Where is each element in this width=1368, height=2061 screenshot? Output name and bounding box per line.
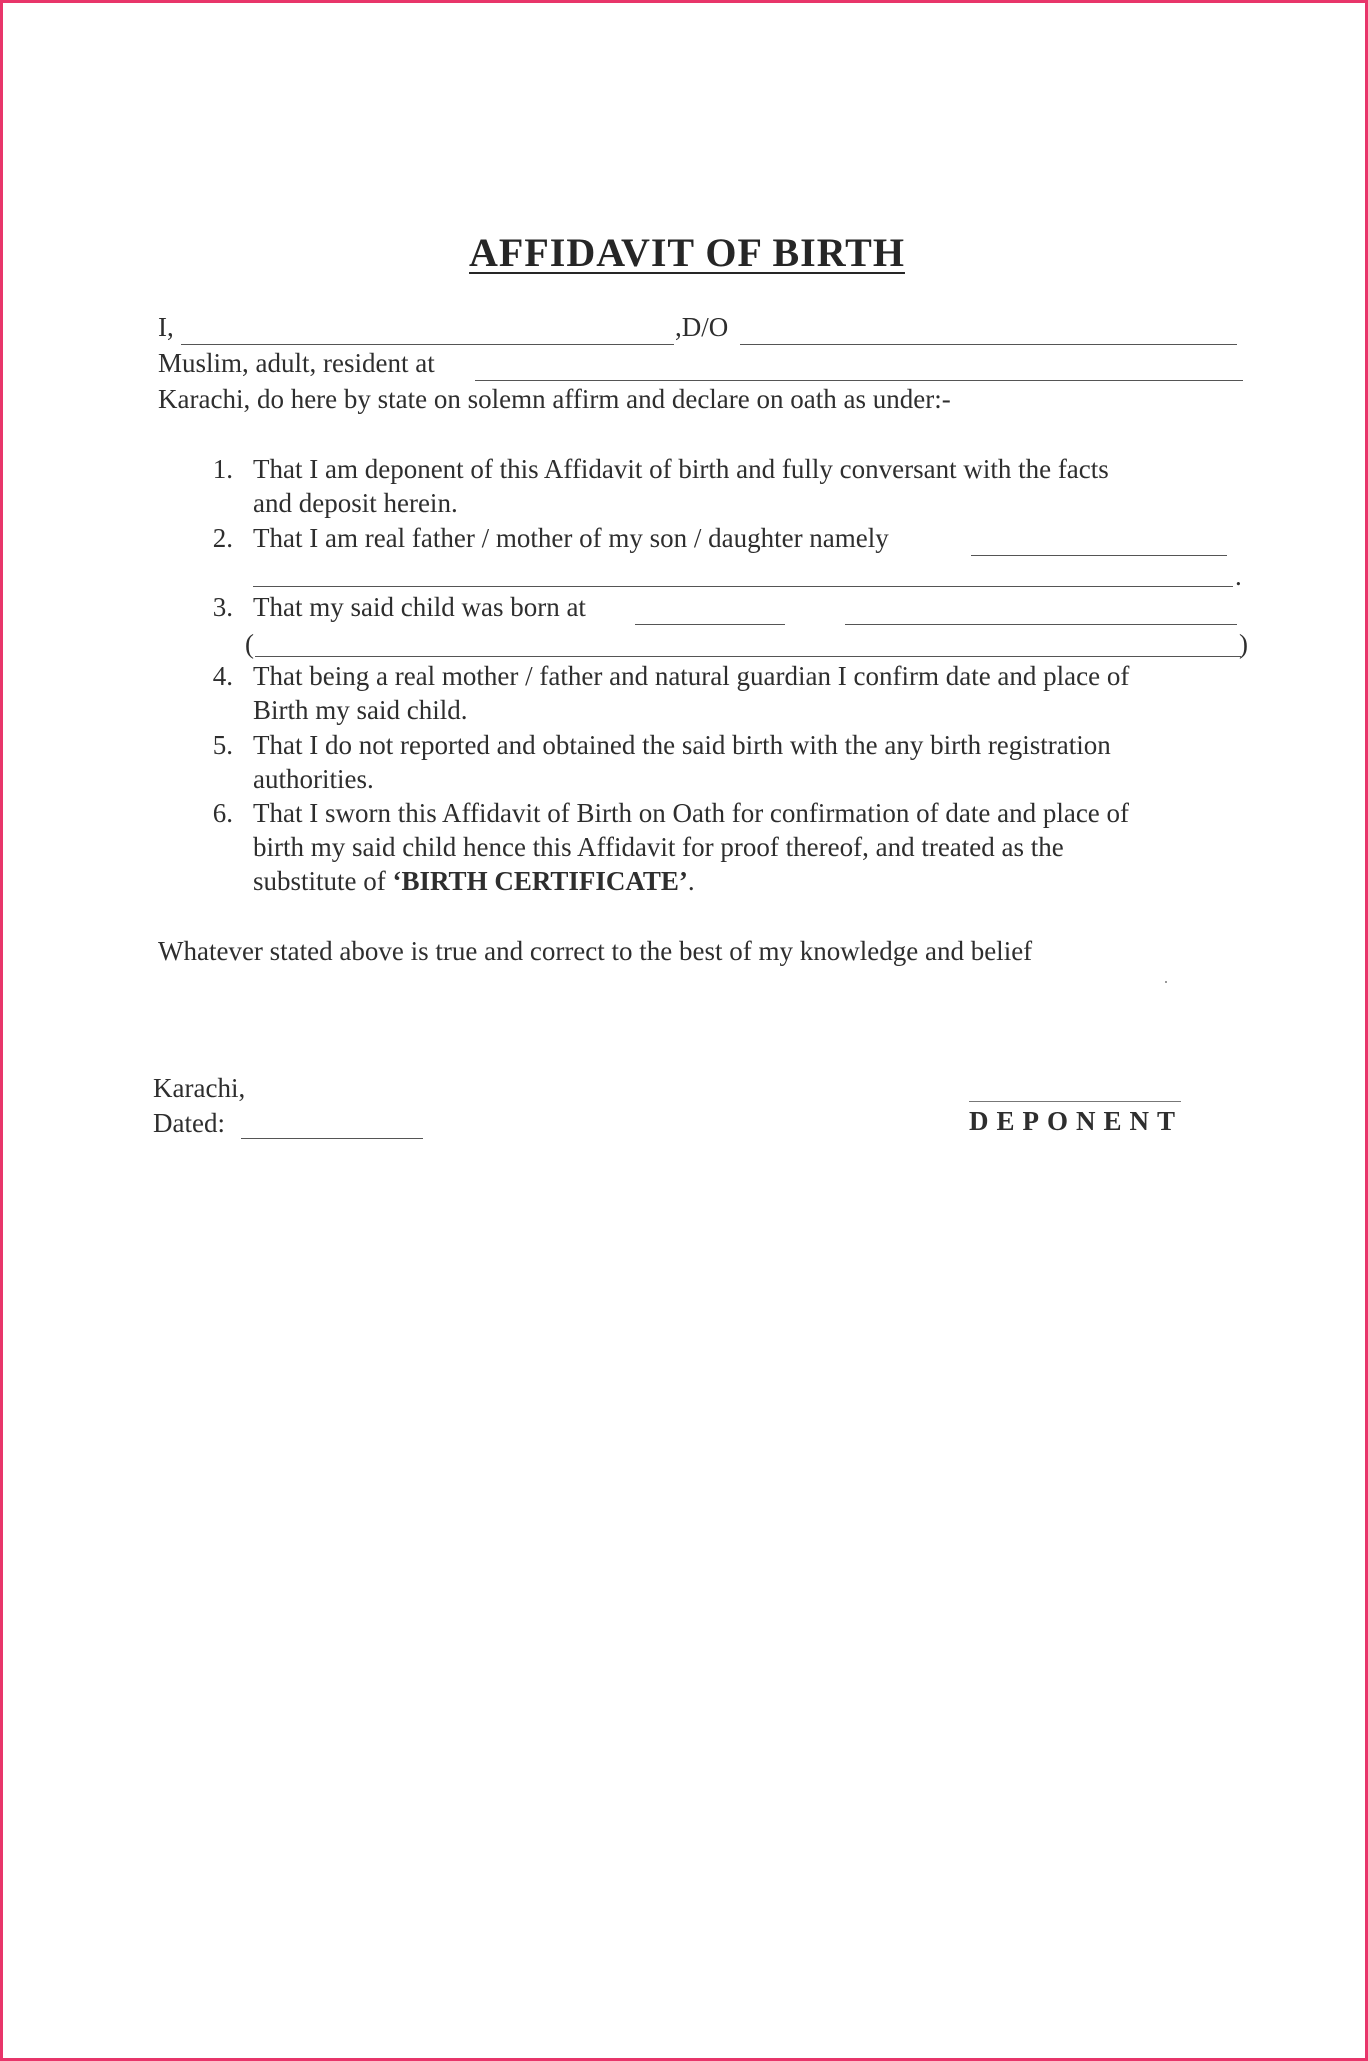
item-2-text: That I am real father / mother of my son / daughter namely bbox=[253, 523, 889, 553]
item-6-period: . bbox=[687, 866, 695, 896]
intro-i-label: I, bbox=[158, 312, 174, 342]
item-1-text-line-1: That I am deponent of this Affidavit of birth and fully conversant with the facts bbox=[253, 454, 1109, 484]
parent-name-blank[interactable] bbox=[740, 344, 1237, 345]
intro-resident-label: Muslim, adult, resident at bbox=[158, 348, 435, 378]
birth-date-blank[interactable] bbox=[635, 624, 785, 625]
child-name-blank[interactable] bbox=[971, 555, 1227, 556]
signature-label: DEPONENT bbox=[969, 1106, 1184, 1136]
item-2-period: . bbox=[1235, 561, 1242, 591]
item-number: 3. bbox=[212, 592, 233, 622]
paren-open: ( bbox=[245, 629, 254, 659]
closing-statement: Whatever stated above is true and correct to the best of my knowledge and belief bbox=[158, 936, 1033, 966]
dated-label: Dated: bbox=[153, 1108, 225, 1138]
document-title: AFFIDAVIT OF BIRTH bbox=[469, 230, 905, 275]
intro-do-label: ,D/O bbox=[675, 312, 729, 342]
birth-address-blank[interactable] bbox=[255, 656, 1241, 657]
item-number: 2. bbox=[212, 523, 233, 553]
signature-line[interactable] bbox=[969, 1101, 1181, 1102]
item-4-text-line-1: That being a real mother / father and natural guardian I confirm date and place of bbox=[253, 661, 1130, 691]
intro-declaration: Karachi, do here by state on solemn affirm and declare on oath as under:- bbox=[158, 384, 951, 414]
item-1-text-line-2: and deposit herein. bbox=[253, 488, 458, 518]
item-5-text-line-1: That I do not reported and obtained the said birth with the any birth registration bbox=[253, 730, 1111, 760]
date-blank[interactable] bbox=[241, 1138, 423, 1139]
item-number: 4. bbox=[212, 661, 233, 691]
item-number: 1. bbox=[212, 454, 233, 484]
item-number: 6. bbox=[212, 798, 233, 828]
name-blank[interactable] bbox=[181, 344, 674, 345]
birth-certificate-term: ‘BIRTH CERTIFICATE’ bbox=[392, 866, 688, 896]
item-6-text-line-1: That I sworn this Affidavit of Birth on Oath for confirmation of date and place of bbox=[253, 798, 1130, 828]
scan-speck bbox=[1165, 981, 1167, 983]
place-label: Karachi, bbox=[153, 1073, 246, 1103]
birth-place-blank[interactable] bbox=[845, 624, 1237, 625]
item-4-text-line-2: Birth my said child. bbox=[253, 695, 468, 725]
address-blank[interactable] bbox=[475, 380, 1243, 381]
item-3-text: That my said child was born at bbox=[253, 592, 586, 622]
child-name-blank-line-2[interactable] bbox=[253, 586, 1233, 587]
item-6-text-line-3 bbox=[253, 864, 695, 898]
item-number: 5. bbox=[212, 730, 233, 760]
paren-close: ) bbox=[1239, 629, 1248, 659]
item-6-text-line-2: birth my said child hence this Affidavit for proof thereof, and treated as the bbox=[253, 832, 1064, 862]
item-6-substitute-text: substitute of bbox=[253, 866, 393, 896]
item-5-text-line-2: authorities. bbox=[253, 764, 374, 794]
